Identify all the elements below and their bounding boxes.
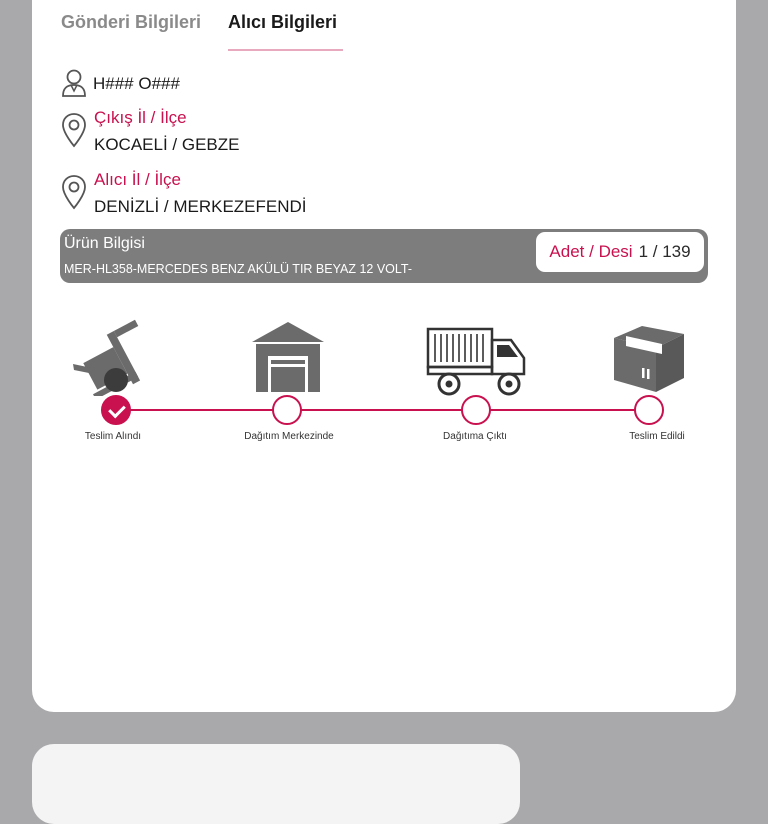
origin-value: KOCAELİ / GEBZE <box>94 135 240 154</box>
person-icon <box>61 68 87 103</box>
product-info-bar <box>60 229 708 283</box>
tab-recipient-info[interactable]: Alıcı Bilgileri <box>228 12 338 32</box>
product-description: MER-HL358-MERCEDES BENZ AKÜLÜ TIR BEYAZ 12 VOLT- <box>64 262 413 276</box>
location-pin-icon <box>61 112 87 153</box>
quantity-desi-value: 1 / 139 <box>638 242 691 261</box>
destination-value: DENİZLİ / MERKEZEFENDİ <box>94 197 307 216</box>
step-distribution-center-label: Dağıtım Merkezinde <box>244 431 334 442</box>
shipment-details-card <box>32 0 736 712</box>
step-delivered-label: Teslim Edildi <box>629 431 685 442</box>
step-received-label: Teslim Alındı <box>84 431 142 442</box>
recipient-name: H### O### <box>93 74 180 93</box>
location-pin-icon <box>61 174 87 215</box>
next-card <box>32 744 520 824</box>
origin-label: Çıkış İl / İlçe <box>94 108 187 127</box>
tab-shipment-info[interactable]: Gönderi Bilgileri <box>61 12 202 32</box>
product-info-title: Ürün Bilgisi <box>64 235 145 252</box>
destination-label: Alıcı İl / İlçe <box>94 170 181 189</box>
quantity-desi-label: Adet / Desi <box>549 242 633 261</box>
step-out-for-delivery-label: Dağıtıma Çıktı <box>443 431 507 442</box>
active-tab-indicator <box>228 49 343 51</box>
quantity-desi-badge <box>536 232 704 272</box>
